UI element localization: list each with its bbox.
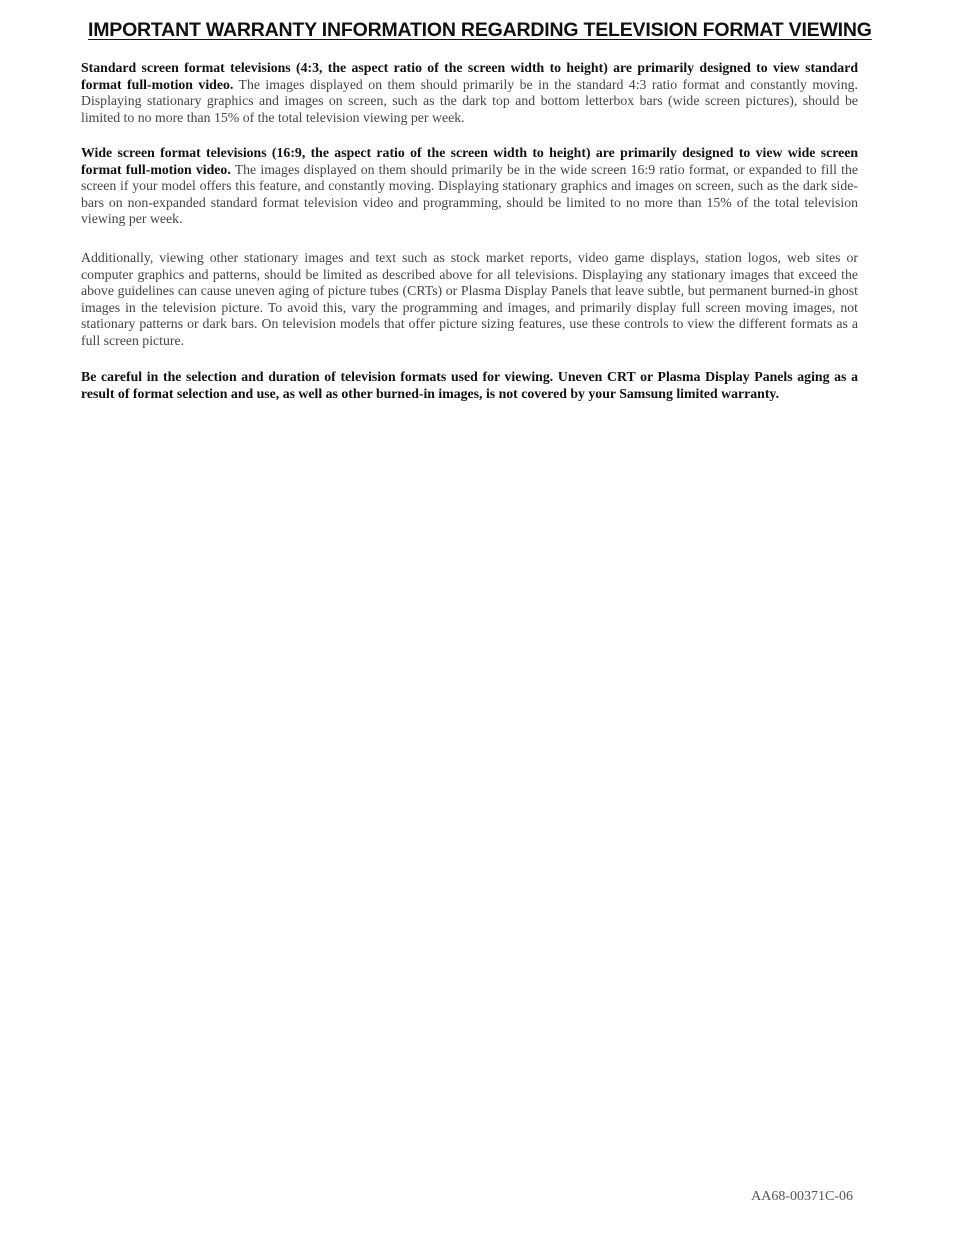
- paragraph-body: Additionally, viewing other stationary images and text such as stock market reports, video game displays, station logos, web sites or computer graphics and patterns, should be limited as described above for all televisions. Displaying any stationary images that exceed the above guidelines can cause uneven aging of picture tubes (CRTs) or Plasma Display Panels that leave subtle, but permanent burned-in ghost images in the television picture. To avoid this, vary the programming and images, and primarily display full screen moving images, not stationary patterns or dark bars. On television models that offer picture sizing features, use these controls to view the different formats as a full screen picture.: [81, 250, 858, 348]
- paragraph-wide-screen: [81, 145, 858, 228]
- document-number: AA68-00371C-06: [751, 1189, 853, 1204]
- paragraph-body: The images displayed on them should primarily be in the standard 4:3 ratio format and constantly moving. Displaying stationary graphics and images on screen, such as the dark top and bottom letterbox bars (wide screen pictures), should be limited to no more than 15% of the total television viewing per week.: [81, 76, 859, 125]
- page-title: IMPORTANT WARRANTY INFORMATION REGARDING TELEVISION FORMAT VIEWING: [88, 19, 872, 41]
- paragraph-body: Be careful in the selection and duration of television formats used for viewing. Uneven CRT or Plasma Display Panels aging as a result of format selection and use, as well as other burned-in images, is not covered by your Samsung limited warranty.: [81, 369, 858, 401]
- paragraph-additionally: [81, 250, 858, 350]
- paragraph-body: The images displayed on them should primarily be in the wide screen 16:9 ratio format, or expanded to fill the screen if your model offers this feature, and constantly moving. Displaying stationary graphics and images on screen, such as the dark side-bars on non-expanded standard format television video and programming, should be limited to no more than 15% of the total television viewing per week.: [81, 161, 858, 227]
- paragraph-standard-screen: [81, 60, 858, 126]
- paragraph-lead: Standard screen format televisions (4:3, the aspect ratio of the screen width to height) are primarily designed to view standard format full-motion video.: [81, 60, 858, 92]
- paragraph-lead: Wide screen format televisions (16:9, the aspect ratio of the screen width to height) are primarily designed to view wide screen format full-motion video.: [81, 145, 858, 177]
- paragraph-warning: [81, 369, 858, 402]
